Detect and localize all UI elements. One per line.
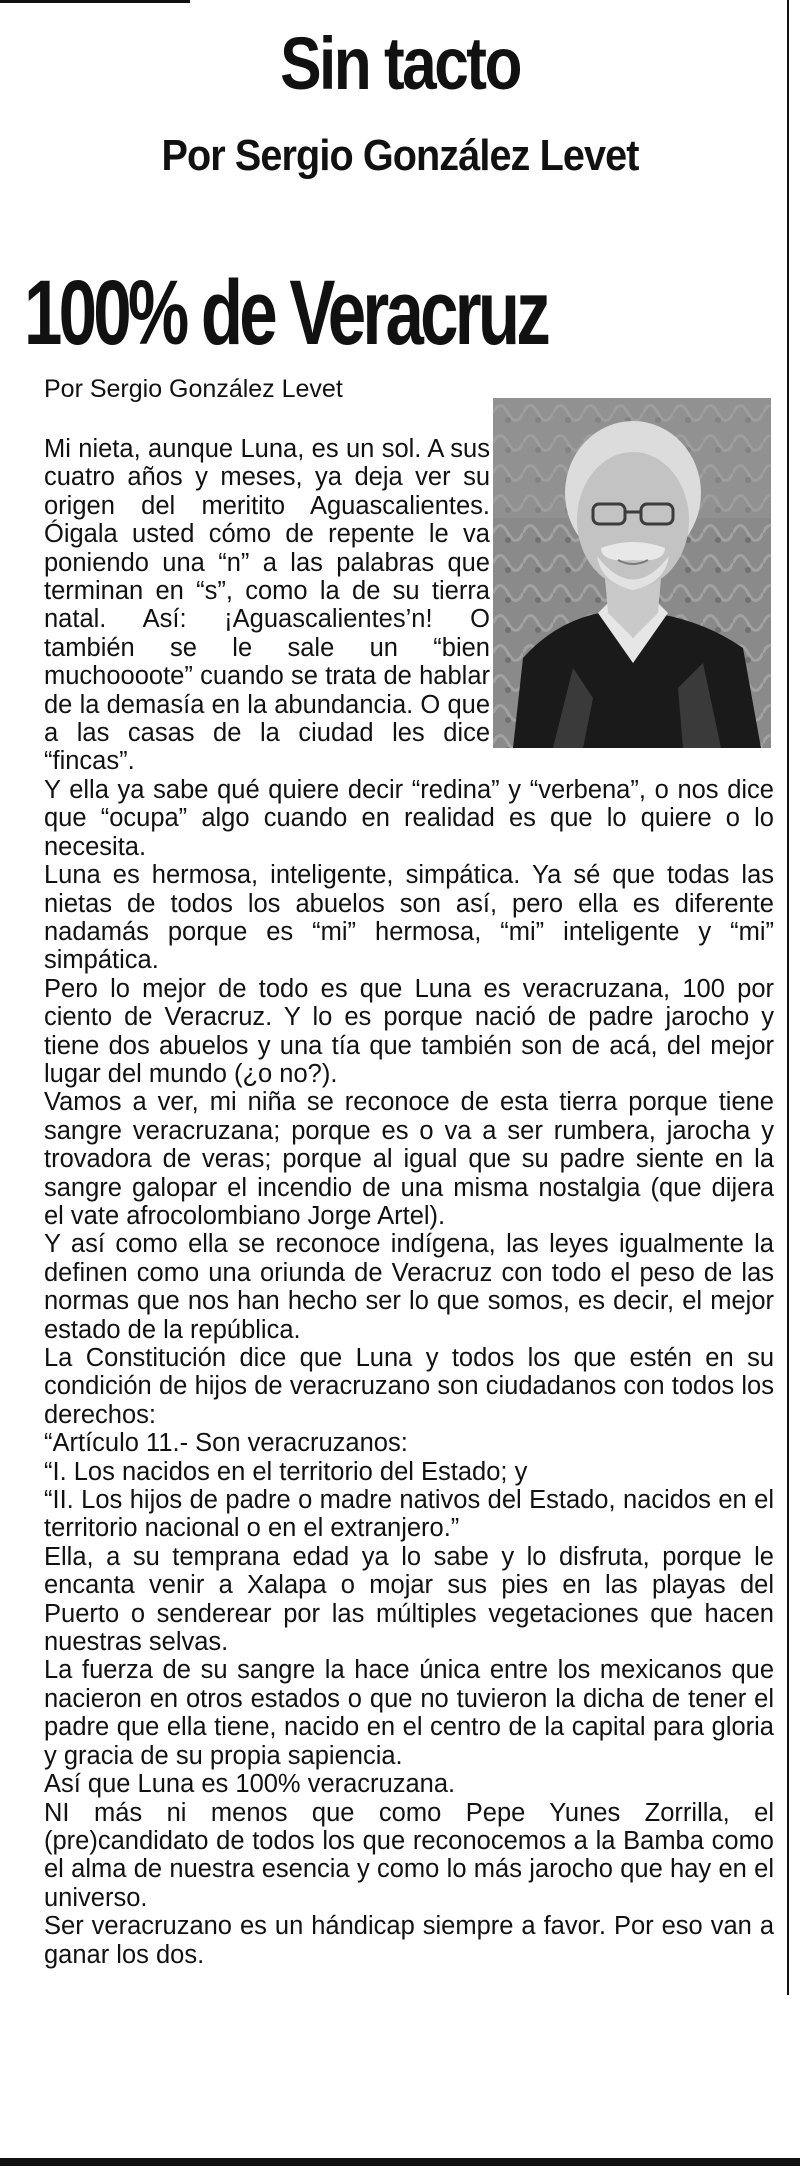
paragraph: Pero lo mejor de todo es que Luna es veracruzana, 100 por ciento de Veracruz. Y lo es porque nació de padre jarocho y tiene dos abuelos y una tía que también son de acá, del mejor lugar del mundo (¿o no?). bbox=[44, 974, 774, 1088]
paragraph: Y ella ya sabe qué quiere decir “redina” y “verbena”, o nos dice que “ocupa” algo cuando en realidad es que lo quiere o lo necesita. bbox=[44, 775, 774, 861]
paragraph: “I. Los nacidos en el territorio del Estado; y bbox=[44, 1457, 528, 1486]
top-rule bbox=[0, 0, 190, 3]
photo-spacer bbox=[490, 435, 774, 765]
column-byline: Por Sergio González Levet bbox=[161, 131, 639, 180]
paragraph: La Constitución dice que Luna y todos los que estén en su condición de hijos de veracruzano son ciudadanos con todos los derechos: bbox=[44, 1344, 774, 1429]
article-byline: Por Sergio González Levet bbox=[44, 375, 343, 403]
paragraph: Ser veracruzano es un hándicap siempre a favor. Por eso van a ganar los dos. bbox=[44, 1912, 774, 1969]
paragraph: Mi nieta, aunque Luna, es un sol. A sus cuatro años y meses, ya deja ver su origen del meritito Aguascalientes. Óigala usted cómo de repente le va poniendo una “n” a las palabras que terminan en “s”, como la de su tierra natal. Así: ¡Aguascalientes’n! O también se le sale un “bien muchoooote” cuando se trata de hablar de la demasía en la abundancia. O que a las casas de la ciudad les dice “fincas”. bbox=[44, 435, 490, 776]
paragraph: La fuerza de su sangre la hace única entre los mexicanos que nacieron en otros estados o que no tuvieron la dicha de tener el padre que ella tiene, nacido en el centro de la capital para gloria y gracia de su propia sapiencia. bbox=[44, 1656, 774, 1770]
paragraph: “II. Los hijos de padre o madre nativos del Estado, nacidos en el territorio nacional o en el extranjero.” bbox=[44, 1486, 774, 1543]
paragraph: NI más ni menos que como Pepe Yunes Zorrilla, el (pre)candidato de todos los que reconocemos a la Bamba como el alma de nuestra esencia y como lo más jarocho que hay en el universo. bbox=[44, 1798, 774, 1912]
bottom-rule bbox=[0, 2158, 800, 2166]
article-body bbox=[44, 435, 774, 1969]
paragraph: Ella, a su temprana edad ya lo sabe y lo disfruta, porque le encanta venir a Xalapa o mojar sus pies en las playas del Puerto o senderear por las múltiples vegetaciones que hacen nuestras selvas. bbox=[44, 1542, 774, 1657]
article-headline: 100% de Veracruz bbox=[24, 262, 548, 364]
paragraph: Y así como ella se reconoce indígena, las leyes igualmente la definen como una oriunda de Veracruz con todo el peso de las normas que nos han hecho ser lo que somos, es decir, el mejor estado de la república. bbox=[44, 1230, 774, 1344]
column-rule bbox=[787, 0, 789, 1995]
paragraph: Vamos a ver, mi niña se reconoce de esta tierra porque tiene sangre veracruzana; porque es o va a ser rumbera, jarocha y trovadora de veras; porque al igual que su padre siente en la sangre galopar el incendio de una misma nostalgia (que dijera el vate afrocolombiano Jorge Artel). bbox=[44, 1088, 774, 1230]
paragraph: Así que Luna es 100% veracruzana. bbox=[44, 1770, 456, 1799]
paragraph: Luna es hermosa, inteligente, simpática. Ya sé que todas las nietas de todos los abuelos son así, pero ella es diferente nadamás porque es “mi” hermosa, “mi” inteligente y “mi” simpática. bbox=[44, 861, 774, 975]
column-title: Sin tacto bbox=[280, 22, 520, 105]
paragraph: “Artículo 11.- Son veracruzanos: bbox=[44, 1429, 408, 1458]
